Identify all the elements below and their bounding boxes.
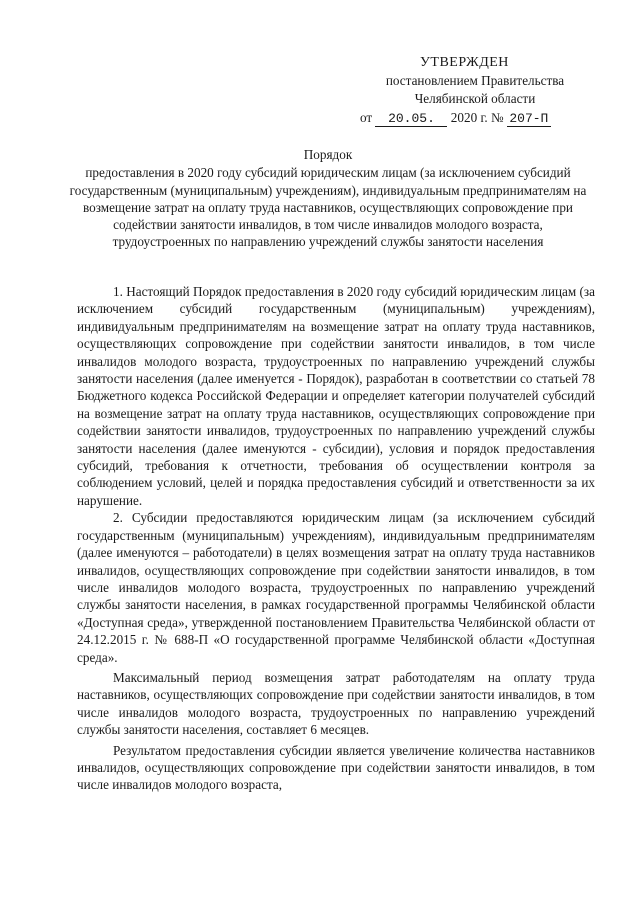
document-body: [77, 283, 595, 794]
paragraph: 1. Настоящий Порядок предоставления в 2020 году субсидий юридическим лицам (за исключением субсидий государственным (муниципальным) учреждениям), индивидуальным предпринимателям на возмещение затрат на оплату труда наставников, осуществляющих сопровождение при содействии занятости инвалидов, в том числе инвалидов молодого возраста, трудоустроенных по направлению учреждений службы занятости населения (далее именуется - Порядок), разработан в соответствии со статьей 78 Бюджетного кодекса Российской Федерации и определяет категории получателей субсидий на возмещение затрат на оплату труда наставников, осуществляющих сопровождение при содействии занятости инвалидов, трудоустроенных по направлению учреждений службы занятости населения (далее именуются - субсидии), условия и порядок предоставления субсидий, требования к отчетности, требования об осуществлении контроля за соблюдением условий, целей и порядка предоставления субсидий и ответственности за их нарушение.: [77, 284, 595, 508]
approval-line-1: постановлением Правительства: [385, 73, 565, 88]
title-heading: Порядок: [303, 147, 353, 162]
date-prefix: от: [360, 110, 373, 125]
approval-date-line: [360, 109, 590, 127]
approval-stamp: УТВЕРЖДЕН: [420, 55, 509, 70]
approval-block: [360, 54, 590, 127]
paragraph: Результатом предоставления субсидии является увеличение количества наставников инвалидов, осуществляющих сопровождение при содействии занятости инвалидов, в том числе инвалидов молодого возраста,: [77, 742, 595, 793]
paragraph: 2. Субсидии предоставляются юридическим лицам (за исключением субсидий государственным (муниципальным) учреждениям), индивидуальным предпринимателям (далее именуются – работодатели) в целях возмещения затрат на оплату труда наставников инвалидов, осуществляющих сопровождение при содействии занятости инвалидов, в том числе инвалидов молодого возраста, трудоустроенных по направлению учреждений службы занятости населения, в рамках государственной программы Челябинской области «Доступная среда», утвержденной постановлением Правительства Челябинской области от 24.12.2015 г. № 688-П «О государственной программе Челябинской области «Доступная среда».: [77, 510, 595, 665]
year-text: 2020 г. №: [450, 110, 504, 125]
document-title: [64, 146, 592, 251]
approval-number: 207-П: [507, 111, 551, 127]
scan-artifact: [80, 884, 150, 890]
paragraph: Максимальный период возмещения затрат работодателям на оплату труда наставников, осуществляющих сопровождение при содействии занятости инвалидов, в том числе инвалидов молодого возраста, трудоустроенных по направлению учреждений службы занятости населения, составляет 6 месяцев.: [77, 669, 595, 738]
approval-line-2: Челябинской области: [414, 91, 536, 106]
approval-date: 20.05.: [375, 111, 447, 127]
title-subtitle: предоставления в 2020 году субсидий юридическим лицам (за исключением субсидий государственным (муниципальным) учреждениям), индивидуальным предпринимателям на возмещение затрат на оплату труда наставников, осуществляющих сопровождение при содействии занятости инвалидов, в том числе инвалидов молодого возраста, трудоустроенных по направлению учреждений службы занятости населения: [69, 165, 587, 250]
